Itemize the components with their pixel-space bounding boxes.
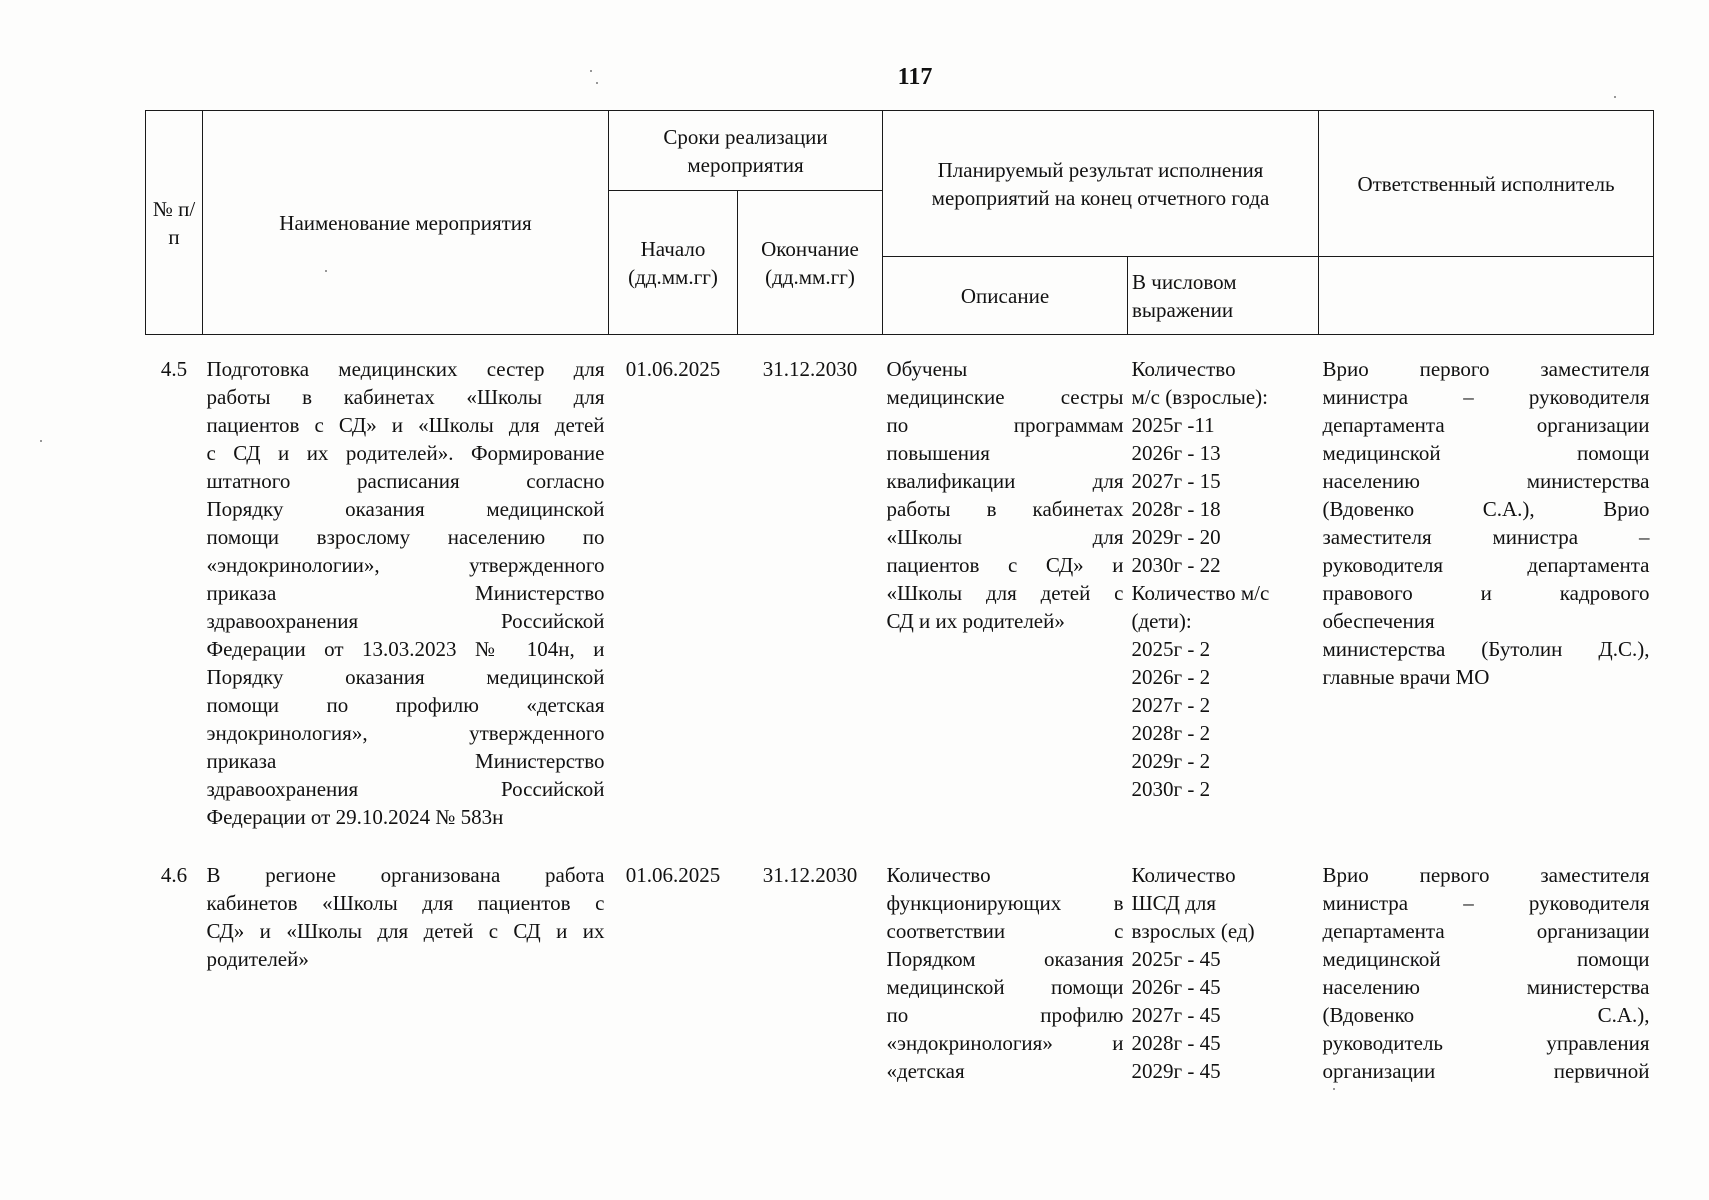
text-line: здравоохранения Российской bbox=[206, 609, 605, 633]
text-line: медицинской помощи bbox=[1322, 441, 1650, 465]
text-line: Количество bbox=[1131, 863, 1236, 887]
text-line: Порядком оказания bbox=[886, 947, 1124, 971]
text-line: (Вдовенко С.А.), Врио bbox=[1322, 497, 1650, 521]
result-description bbox=[883, 861, 1128, 1085]
text-line: Подготовка медицинских сестер для bbox=[206, 357, 605, 381]
text-line: Количество bbox=[1131, 357, 1236, 381]
text-line: по программам bbox=[886, 413, 1124, 437]
text-line: по профилю bbox=[886, 1003, 1124, 1027]
responsible-executor bbox=[1319, 355, 1654, 831]
text-line: здравоохранения Российской bbox=[206, 777, 605, 801]
text-line: 2029г - 2 bbox=[1131, 749, 1211, 773]
text-line: медицинской помощи bbox=[1322, 947, 1650, 971]
text-line: Порядку оказания медицинской bbox=[206, 497, 605, 521]
text-line: взрослых (ед) bbox=[1131, 919, 1255, 943]
text-line: 2027г - 15 bbox=[1131, 469, 1221, 493]
text-line: приказа Министерство bbox=[206, 749, 605, 773]
text-line: Врио первого заместителя bbox=[1322, 863, 1650, 887]
text-line: «Школы для bbox=[886, 525, 1124, 549]
text-line: соответствии с bbox=[886, 919, 1124, 943]
row-number: 4.5 bbox=[160, 357, 188, 381]
result-numeric bbox=[1128, 355, 1319, 831]
text-line: 2029г - 45 bbox=[1131, 1059, 1221, 1083]
text-line: с СД и их родителей». Формирование bbox=[206, 441, 605, 465]
start-date: 01.06.2025 bbox=[625, 863, 721, 887]
text-line: 2026г - 2 bbox=[1131, 665, 1211, 689]
text-line: штатного расписания согласно bbox=[206, 469, 605, 493]
text-line: Федерации от 29.10.2024 № 583н bbox=[206, 805, 504, 829]
text-line: медицинские сестры bbox=[886, 385, 1124, 409]
text-line: (Вдовенко С.А.), bbox=[1322, 1003, 1650, 1027]
text-line: руководителя департамента bbox=[1322, 553, 1650, 577]
text-line: повышения bbox=[886, 441, 990, 465]
text-line: медицинской помощи bbox=[886, 975, 1124, 999]
text-line: (дети): bbox=[1131, 609, 1192, 633]
scan-speck bbox=[325, 270, 327, 272]
text-line: министра – руководителя bbox=[1322, 385, 1650, 409]
text-line: работы в кабинетах «Школы для bbox=[206, 385, 605, 409]
text-line: Обучены bbox=[886, 357, 968, 381]
text-line: 2026г - 13 bbox=[1131, 441, 1221, 465]
text-line: 2025г - 45 bbox=[1131, 947, 1221, 971]
header-num: № п/п bbox=[146, 111, 203, 335]
text-line: работы в кабинетах bbox=[886, 497, 1124, 521]
text-line: приказа Министерство bbox=[206, 581, 605, 605]
text-line: министра – руководителя bbox=[1322, 891, 1650, 915]
header-start: Начало (дд.мм.гг) bbox=[609, 191, 738, 335]
header-name: Наименование мероприятия bbox=[203, 111, 609, 335]
responsible-executor bbox=[1319, 861, 1654, 1085]
text-line: кабинетов «Школы для пациентов с bbox=[206, 891, 605, 915]
text-line: помощи по профилю «детская bbox=[206, 693, 605, 717]
text-line: родителей» bbox=[206, 947, 309, 971]
text-line: квалификации для bbox=[886, 469, 1124, 493]
text-line: СД и их родителей» bbox=[886, 609, 1065, 633]
text-line: Врио первого заместителя bbox=[1322, 357, 1650, 381]
text-line: 2026г - 45 bbox=[1131, 975, 1221, 999]
text-line: обеспечения bbox=[1322, 609, 1435, 633]
header-numeric: В числовом выражении bbox=[1128, 257, 1319, 335]
text-line: заместителя министра – bbox=[1322, 525, 1650, 549]
scan-speck bbox=[596, 82, 598, 84]
text-line: 2028г - 2 bbox=[1131, 721, 1211, 745]
result-numeric bbox=[1128, 861, 1319, 1085]
text-line: пациентов с СД» и bbox=[886, 553, 1124, 577]
text-line: 2030г - 22 bbox=[1131, 553, 1221, 577]
text-line: «эндокринология» и bbox=[886, 1031, 1124, 1055]
text-line: 2025г -11 bbox=[1131, 413, 1215, 437]
text-line: «эндокринологии», утвержденного bbox=[206, 553, 605, 577]
text-line: 2028г - 45 bbox=[1131, 1031, 1221, 1055]
end-date: 31.12.2030 bbox=[762, 863, 858, 887]
text-line: организации первичной bbox=[1322, 1059, 1650, 1083]
text-line: Федерации от 13.03.2023 № 104н, и bbox=[206, 637, 605, 661]
text-line: 2030г - 2 bbox=[1131, 777, 1211, 801]
text-line: «Школы для детей с bbox=[886, 581, 1124, 605]
scan-speck bbox=[1333, 1088, 1335, 1090]
text-line: департамента организации bbox=[1322, 919, 1650, 943]
text-line: 2029г - 20 bbox=[1131, 525, 1221, 549]
header-responsible-sub bbox=[1319, 257, 1654, 335]
table-row bbox=[146, 861, 1654, 1085]
text-line: пациентов с СД» и «Школы для детей bbox=[206, 413, 605, 437]
text-line: функционирующих в bbox=[886, 891, 1124, 915]
events-table bbox=[145, 110, 1654, 1085]
text-line: «детская bbox=[886, 1059, 965, 1083]
text-line: помощи взрослому населению по bbox=[206, 525, 605, 549]
page-number: 117 bbox=[897, 64, 933, 90]
text-line: 2027г - 2 bbox=[1131, 693, 1211, 717]
text-line: 2028г - 18 bbox=[1131, 497, 1221, 521]
text-line: СД» и «Школы для детей с СД и их bbox=[206, 919, 605, 943]
text-line: Порядку оказания медицинской bbox=[206, 665, 605, 689]
text-line: министерства (Бутолин Д.С.), bbox=[1322, 637, 1650, 661]
end-date: 31.12.2030 bbox=[762, 357, 858, 381]
row-number: 4.6 bbox=[160, 863, 188, 887]
text-line: правового и кадрового bbox=[1322, 581, 1650, 605]
text-line: эндокринология», утвержденного bbox=[206, 721, 605, 745]
text-line: В регионе организована работа bbox=[206, 863, 605, 887]
text-line: Количество bbox=[886, 863, 991, 887]
event-name bbox=[203, 355, 609, 831]
text-line: департамента организации bbox=[1322, 413, 1650, 437]
header-planned-result: Планируемый результат исполнения мероприятий на конец отчетного года bbox=[883, 111, 1319, 257]
scan-speck bbox=[590, 70, 592, 72]
header-responsible: Ответственный исполнитель bbox=[1319, 111, 1654, 257]
text-line: населению министерства bbox=[1322, 975, 1650, 999]
start-date: 01.06.2025 bbox=[625, 357, 721, 381]
event-name bbox=[203, 861, 609, 1085]
scan-speck bbox=[1614, 96, 1616, 98]
header-terms: Сроки реализации мероприятия bbox=[609, 111, 883, 191]
table-row bbox=[146, 355, 1654, 831]
text-line: 2025г - 2 bbox=[1131, 637, 1211, 661]
text-line: руководитель управления bbox=[1322, 1031, 1650, 1055]
text-line: ШСД для bbox=[1131, 891, 1217, 915]
header-description: Описание bbox=[883, 257, 1128, 335]
text-line: м/с (взрослые): bbox=[1131, 385, 1268, 409]
result-description bbox=[883, 355, 1128, 831]
text-line: населению министерства bbox=[1322, 469, 1650, 493]
header-end: Окончание (дд.мм.гг) bbox=[738, 191, 883, 335]
scan-speck bbox=[40, 440, 42, 442]
text-line: 2027г - 45 bbox=[1131, 1003, 1221, 1027]
text-line: главные врачи МО bbox=[1322, 665, 1490, 689]
text-line: Количество м/с bbox=[1131, 581, 1270, 605]
